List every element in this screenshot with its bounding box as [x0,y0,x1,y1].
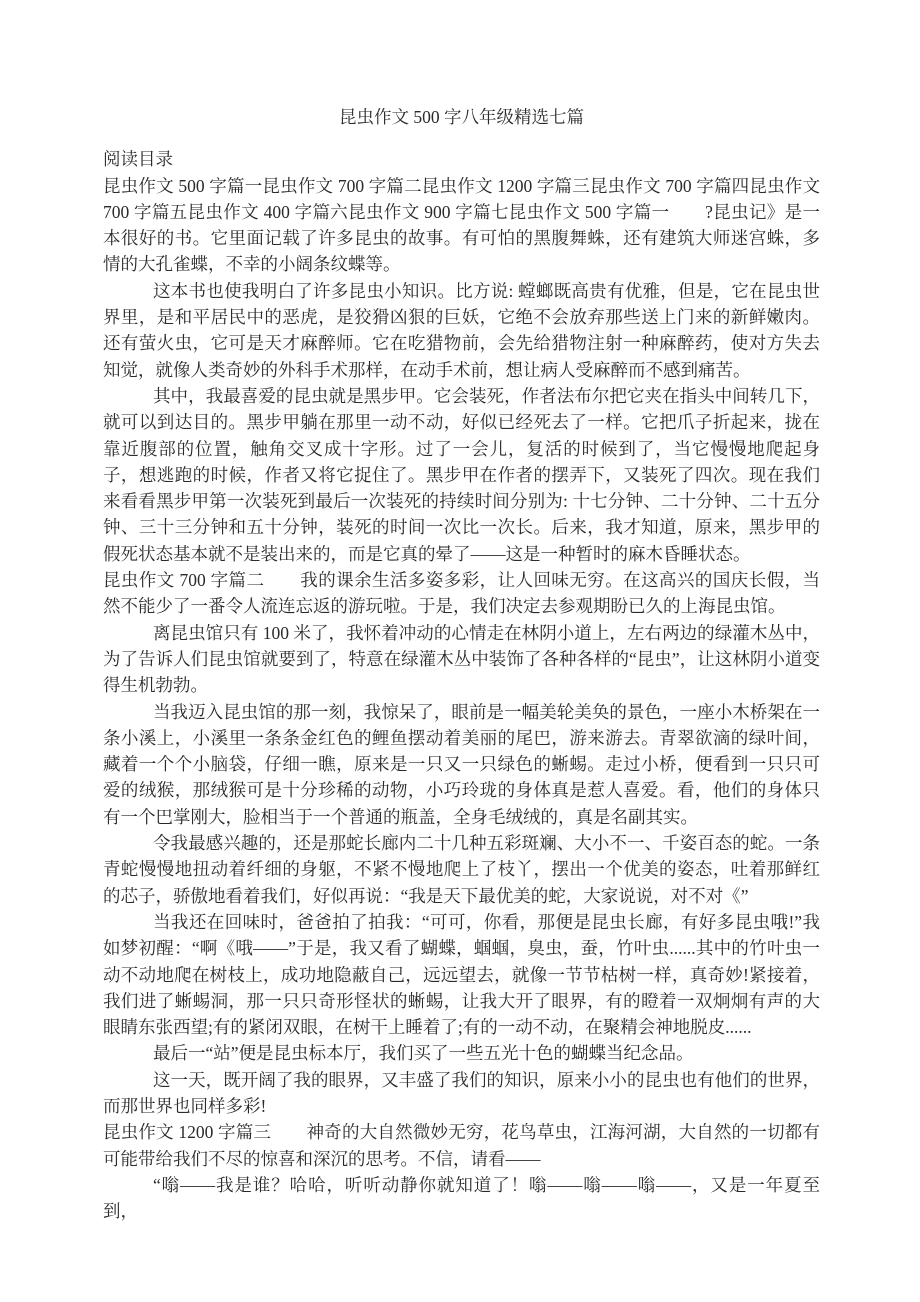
paragraph: 当我还在回味时，爸爸拍了拍我：“可可，你看，那便是昆虫长廊，有好多昆虫哦!”我如梦初醒：“啊《哦——”于是，我又看了蝴蝶，蝈蝈，臭虫，蚕，竹叶虫......其中的竹叶虫一动不动地爬在树枝上，成功地隐蔽自己，远远望去，就像一节节枯树一样，真奇妙!紧接着，我们进了蜥蜴洞，那一只只奇形怪状的蜥蜴，让我大开了眼界，有的瞪着一双炯炯有声的大眼睛东张西望;有的紧闭双眼，在树干上睡着了;有的一动不动，在聚精会神地脱皮...... [103,911,820,1038]
paragraph: 昆虫作文 500 字篇一昆虫作文 700 字篇二昆虫作文 1200 字篇三昆虫作文 700 字篇四昆虫作文 700 字篇五昆虫作文 400 字篇六昆虫作文 900 字篇七昆虫作文 500 字篇一 ?昆虫记》是一本很好的书。它里面记载了许多昆虫的故事。有可怕的黑腹舞蛛，还有建筑大师迷宫蛛，多情的大孔雀蝶，不幸的小阔条纹蝶等。 [103,175,820,275]
toc-heading: 阅读目录 [103,149,173,170]
paragraph: 这一天，既开阔了我的眼界，又丰盛了我们的知识，原来小小的昆虫也有他们的世界，而那世界也同样多彩! [103,1069,820,1116]
document-body [103,173,820,1225]
paragraph: 最后一“站”便是昆虫标本厅，我们买了一些五光十色的蝴蝶当纪念品。 [153,1043,694,1064]
paragraph: 这本书也使我明白了许多昆虫小知识。比方说: 螳螂既高贵有优雅，但是，它在昆虫世界里，是和平居民中的恶虎，是狡猾凶狠的巨妖，它绝不会放弃那些送上门来的新鲜嫩肉。还有萤火虫，它可是天才麻醉师。它在吃猎物前，会先给猎物注射一种麻醉药，使对方失去知觉，就像人类奇妙的外科手术那样，在动手术前，想让病人受麻醉而不感到痛苦。 [103,280,820,380]
paragraph: 当我迈入昆虫馆的那一刻，我惊呆了，眼前是一幅美轮美奂的景色，一座小木桥架在一条小溪上，小溪里一条条金红色的鲤鱼摆动着美丽的尾巴，游来游去。青翠欲滴的绿叶间，藏着一个个小脑袋，仔细一瞧，原来是一只又一只绿色的蜥蜴。走过小桥，便看到一只只可爱的绒猴，那绒猴可是十分珍稀的动物，小巧玲珑的身体真是惹人喜爱。看，他们的身体只有一个巴掌刚大，脸相当于一个普通的瓶盖，全身毛绒绒的，真是名副其实。 [103,701,820,827]
document-title: 昆虫作文 500 字八年级精选七篇 [339,107,584,127]
paragraph: 昆虫作文 1200 字篇三 神奇的大自然微妙无穷，花鸟草虫，江海河湖，大自然的一切都有可能带给我们不尽的惊喜和深沉的思考。不信，请看—— [103,1122,820,1169]
paragraph: “嗡——我是谁？哈哈，听听动静你就知道了！嗡——嗡——嗡——，又是一年夏至到， [103,1174,820,1222]
paragraph: 其中，我最喜爱的昆虫就是黑步甲。它会装死，作者法布尔把它夹在指头中间转几下，就可以到达目的。黑步甲躺在那里一动不动，好似已经死去了一样。它把爪子折起来，拢在靠近腹部的位置，触角交叉成十字形。过了一会儿，复活的时候到了，当它慢慢地爬起身子，想逃跑的时候，作者又将它捉住了。黑步甲在作者的摆弄下，又装死了四次。现在我们来看看黑步甲第一次装死到最后一次装死的持续时间分别为: 十七分钟、二十分钟、二十五分钟、三十三分钟和五十分钟，装死的时间一次比一次长。后来，我才知道，原来，黑步甲的假死状态基本就不是装出来的，而是它真的晕了——这是一种暂时的麻木昏睡状态。 [103,385,820,564]
paragraph: 昆虫作文 700 字篇二 我的课余生活多姿多彩，让人回味无穷。在这高兴的国庆长假，当然不能少了一番令人流连忘返的游玩啦。于是，我们决定去参观期盼已久的上海昆虫馆。 [103,570,820,617]
paragraph: 离昆虫馆只有 100 米了，我怀着冲动的心情走在林阴小道上，左右两边的绿灌木丛中，为了告诉人们昆虫馆就要到了，特意在绿灌木丛中装饰了各种各样的“昆虫”，让这林阴小道变得生机勃勃。 [103,622,820,696]
paragraph: 令我最感兴趣的，还是那蛇长廊内二十几种五彩斑斓、大小不一、千姿百态的蛇。一条青蛇慢慢地扭动着纤细的身躯，不紧不慢地爬上了枝丫，摆出一个优美的姿态，吐着那鲜红的芯子，骄傲地看着我们，好似再说：“我是天下最优美的蛇，大家说说，对不对《” [103,833,820,906]
